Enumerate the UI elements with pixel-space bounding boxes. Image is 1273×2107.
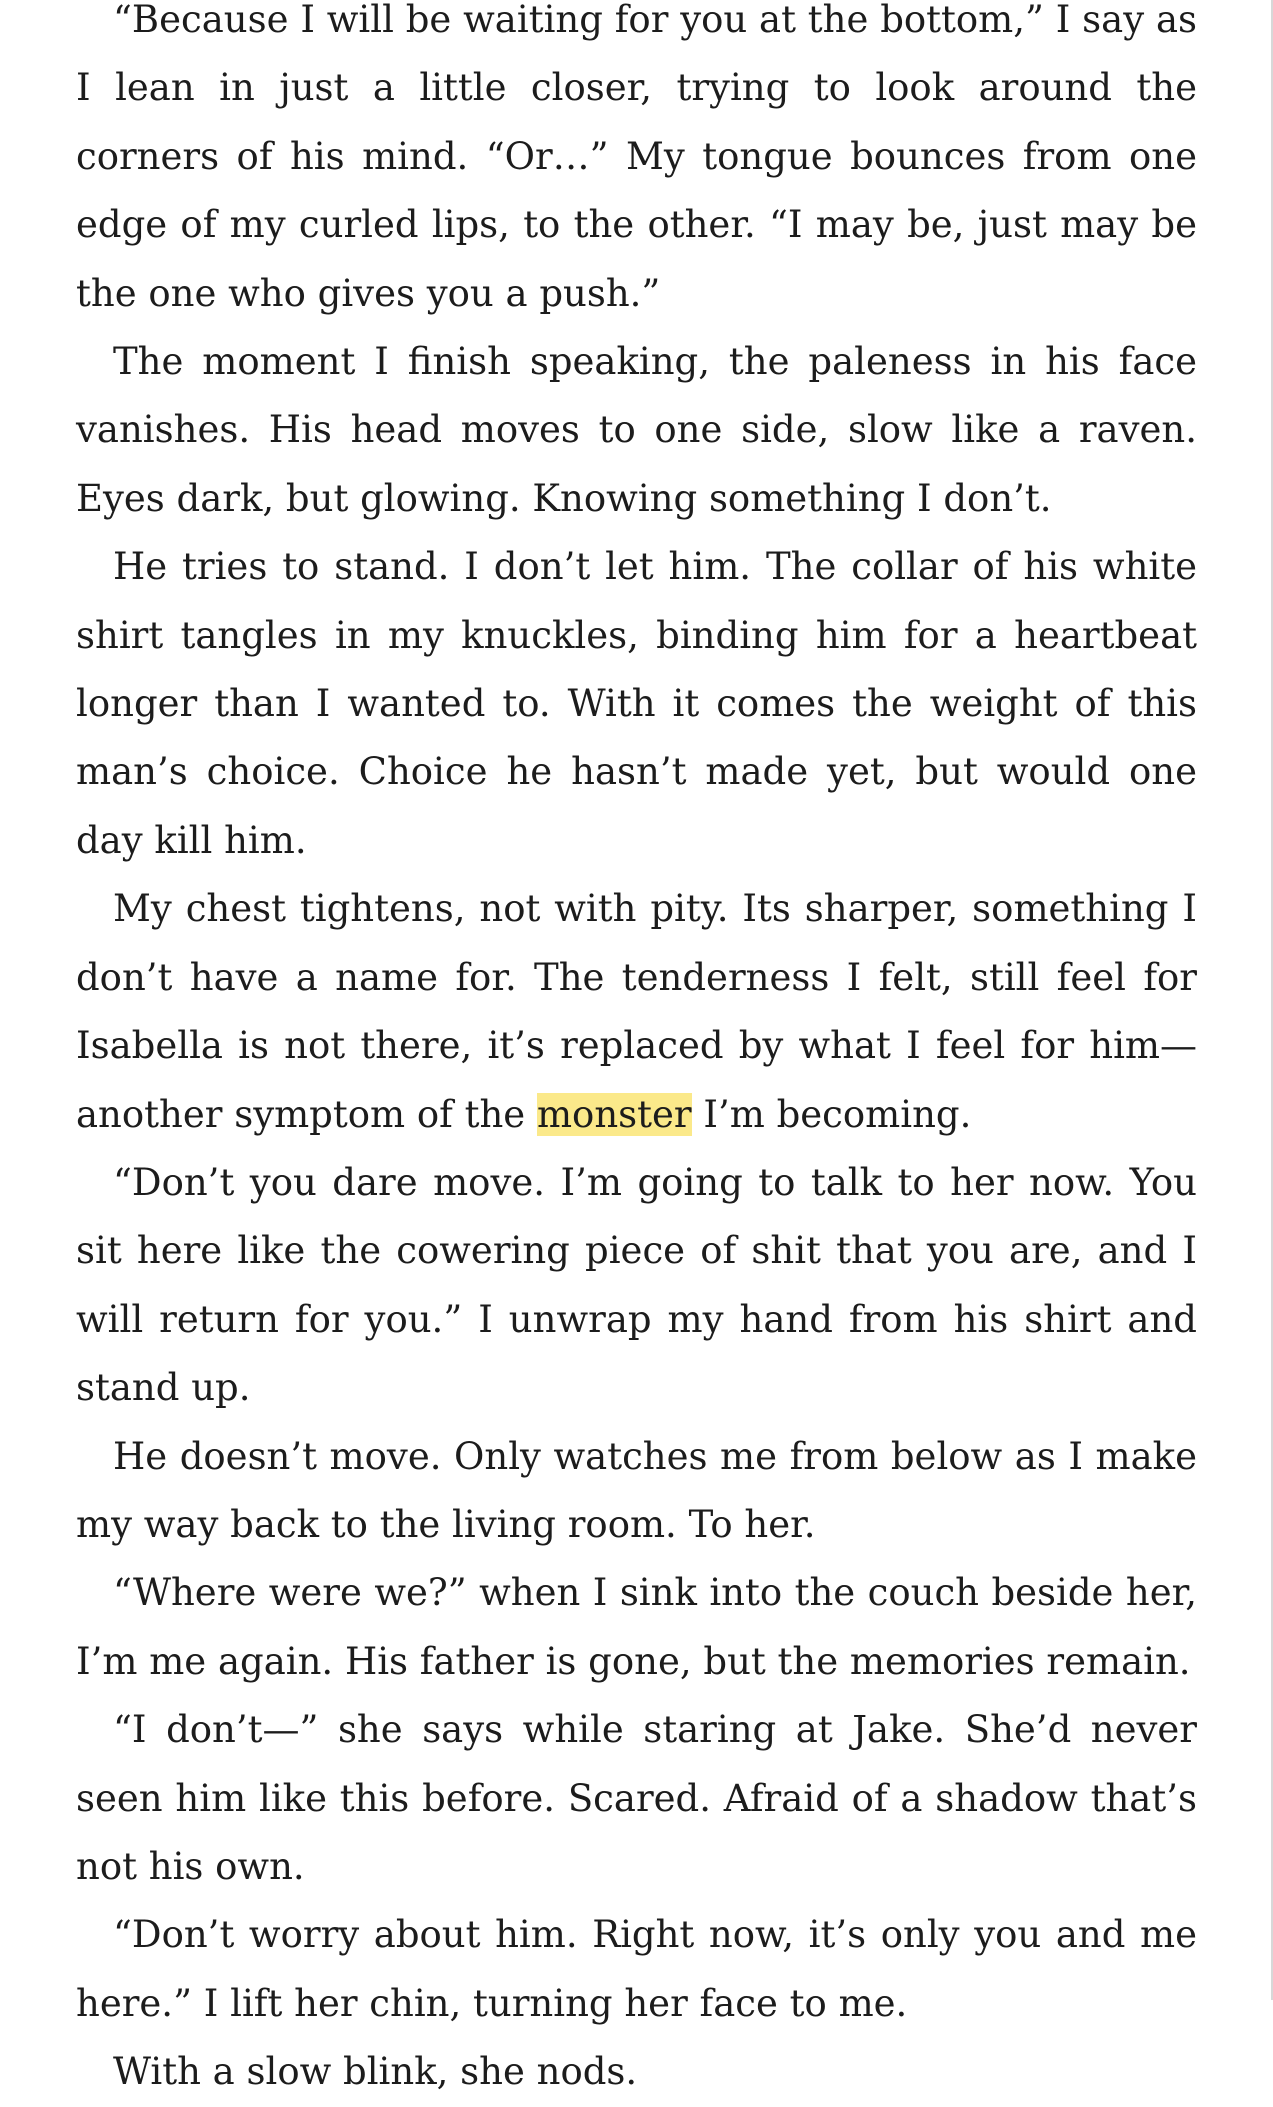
- paragraph-2: The moment I finish speaking, the paleness in his face vanishes. His head moves to one side, slow like a raven. Eyes dark, but glowing. Knowing something I don’t.: [76, 340, 1197, 520]
- paragraph-8: “I don’t—” she says while staring at Jake. She’d never seen him like this before. Scared. Afraid of a shadow that’s not his own.: [76, 1708, 1197, 1888]
- paragraph-5: “Don’t you dare move. I’m going to talk to her now. You sit here like the cowering piece of shit that you are, and I will return for you.” I unwrap my hand from his shirt and stand up.: [76, 1160, 1197, 1410]
- paragraph-4-after: I’m becoming.: [691, 1092, 972, 1136]
- page-text: [76, 0, 1197, 2107]
- paragraph-1: “Because I will be waiting for you at the bottom,” I say as I lean in just a little closer, trying to look around the corners of his mind. “Or…” My tongue bounces from one edge of my curled lips, to the other. “I may be, just may be the one who gives you a push.”: [76, 0, 1197, 315]
- paragraph-6: He doesn’t move. Only watches me from below as I make my way back to the living room. To her.: [76, 1434, 1197, 1546]
- paragraph-4: [76, 875, 1197, 1149]
- paragraph-4-before: My chest tightens, not with pity. Its sharper, something I don’t have a name for. The tenderness I felt, still feel for Isabella is not there, it’s replaced by what I feel for him—another symptom of the: [76, 887, 1197, 1136]
- paragraph-7: “Where were we?” when I sink into the couch beside her, I’m me again. His father is gone, but the memories remain.: [76, 1571, 1197, 1683]
- paragraph-10: With a slow blink, she nods.: [113, 2050, 638, 2094]
- paragraph-9: “Don’t worry about him. Right now, it’s only you and me here.” I lift her chin, turning her face to me.: [76, 1913, 1197, 2025]
- highlighted-word[interactable]: monster: [536, 1092, 692, 1136]
- paragraph-3: He tries to stand. I don’t let him. The collar of his white shirt tangles in my knuckles, binding him for a heartbeat longer than I wanted to. With it comes the weight of this man’s choice. Choice he hasn’t made yet, but would one day kill him.: [76, 545, 1197, 862]
